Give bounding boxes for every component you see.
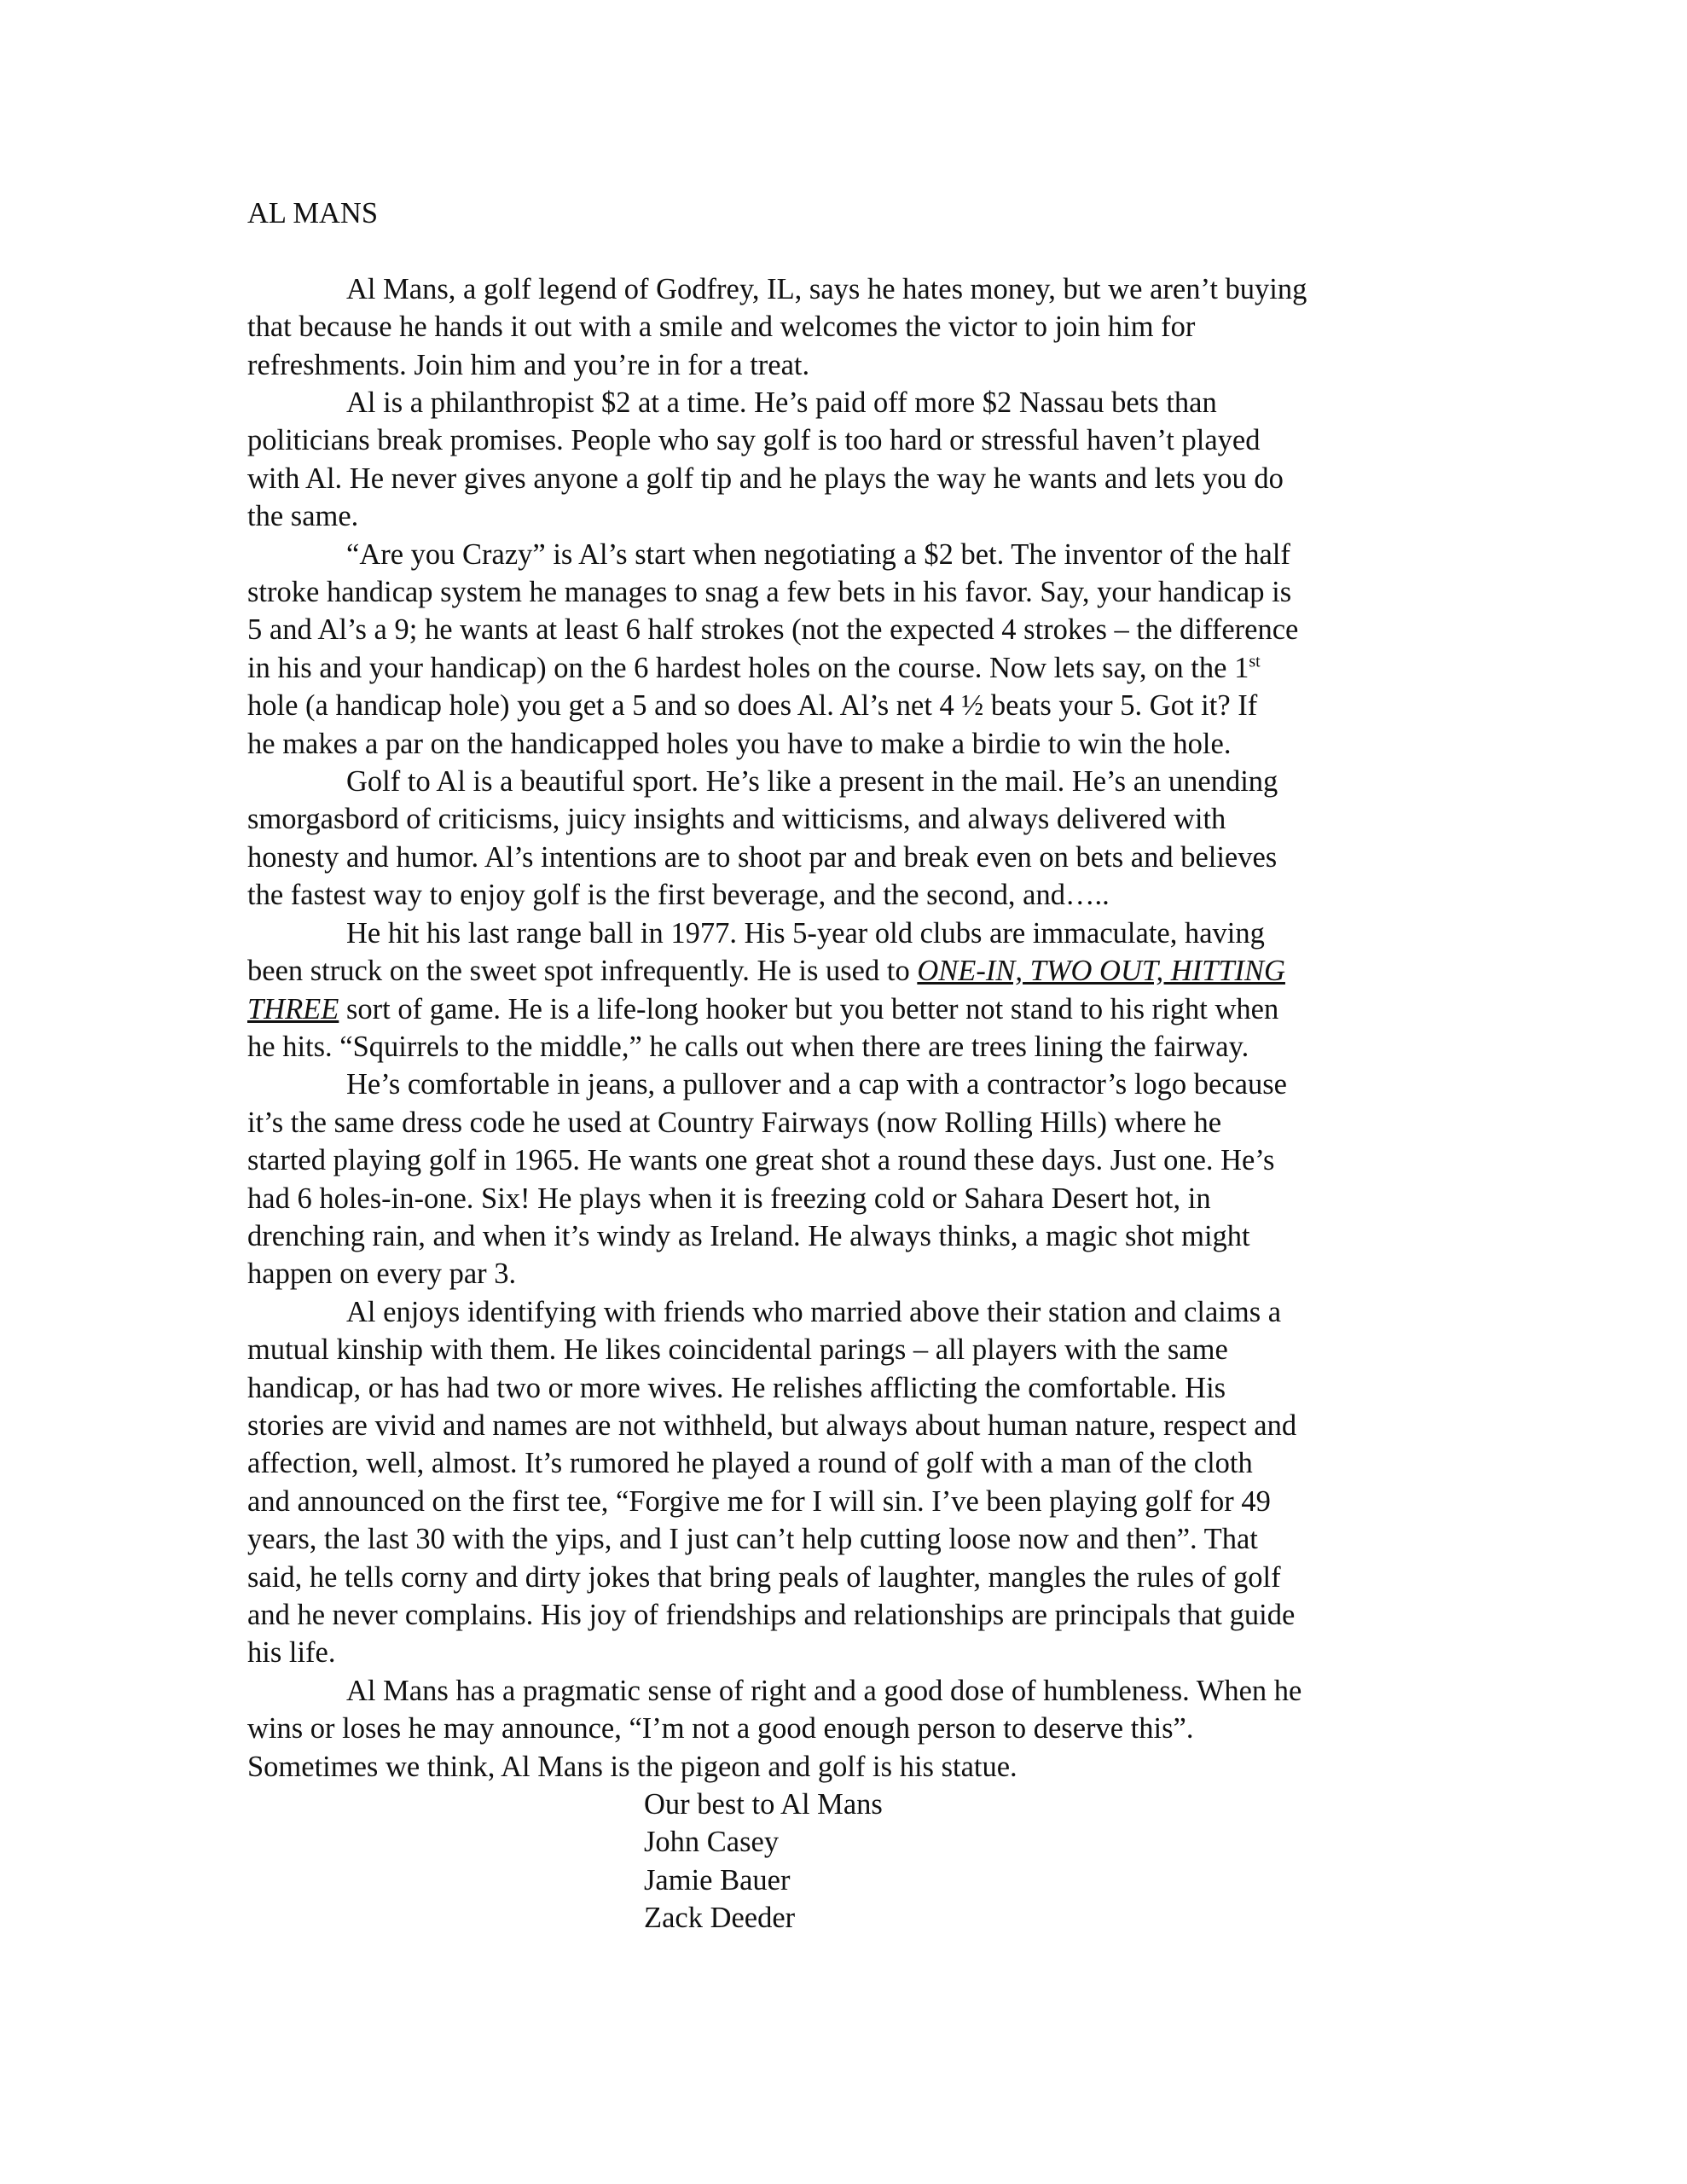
- text-line: smorgasbord of criticisms, juicy insights and witticisms, and always delivered with: [247, 803, 1226, 836]
- text-line: Al Mans has a pragmatic sense of right and a good dose of humbleness. When he: [346, 1674, 1302, 1707]
- paragraph-7: [247, 1293, 1441, 1672]
- text-line: said, he tells corny and dirty jokes that bring peals of laughter, mangles the rules of golf: [247, 1560, 1281, 1594]
- text-line: Al Mans, a golf legend of Godfrey, IL, says he hates money, but we aren’t buying: [346, 272, 1307, 305]
- text-line: [247, 990, 1441, 1028]
- text-line: his life.: [247, 1636, 336, 1670]
- signer-name: John Casey: [644, 1826, 780, 1859]
- text-line: happen on every par 3.: [247, 1258, 517, 1291]
- paragraph-5: [247, 915, 1441, 1066]
- text-line: with Al. He never gives anyone a golf tip and he plays the way he wants and lets you do: [247, 462, 1284, 495]
- text-line: hole (a handicap hole) you get a 5 and so does Al. Al’s net 4 ½ beats your 5. Got it? If: [247, 689, 1258, 723]
- text-line: stroke handicap system he manages to snag a few bets in his favor. Say, your handicap is: [247, 576, 1292, 609]
- document-body: [247, 195, 1441, 1937]
- emphasized-phrase: THREE: [247, 992, 339, 1025]
- text-line: Al enjoys identifying with friends who married above their station and claims a: [346, 1295, 1282, 1328]
- paragraph-3: [247, 536, 1441, 763]
- text-line: and announced on the first tee, “Forgive me for I will sin. I’ve been playing golf for 49: [247, 1484, 1271, 1518]
- text-line: affection, well, almost. It’s rumored he played a round of golf with a man of the cloth: [247, 1447, 1253, 1480]
- superscript: st: [1249, 652, 1261, 671]
- document-title: AL MANS: [247, 197, 379, 229]
- text-line: He’s comfortable in jeans, a pullover and a cap with a contractor’s logo because: [346, 1068, 1287, 1101]
- paragraph-4: [247, 763, 1441, 915]
- signoff-line: Our best to Al Mans: [644, 1788, 883, 1821]
- text-line: drenching rain, and when it’s windy as Ireland. He always thinks, a magic shot might: [247, 1219, 1250, 1252]
- signer-name: Jamie Bauer: [644, 1863, 791, 1896]
- text-line: [247, 952, 1441, 990]
- text-line: [247, 649, 1441, 687]
- text-line: that because he hands it out with a smile and welcomes the victor to join him for: [247, 311, 1196, 344]
- title-spacer: [247, 232, 1441, 270]
- text-line: handicap, or has had two or more wives. He relishes afflicting the comfortable. His: [247, 1371, 1226, 1404]
- text-line: had 6 holes-in-one. Six! He plays when it is freezing cold or Sahara Desert hot, in: [247, 1182, 1211, 1215]
- text-line: he makes a par on the handicapped holes you have to make a birdie to win the hole.: [247, 727, 1232, 760]
- text-line: honesty and humor. Al’s intentions are to shoot par and break even on bets and believes: [247, 840, 1278, 874]
- text-line: it’s the same dress code he used at Country Fairways (now Rolling Hills) where he: [247, 1106, 1222, 1139]
- text-line: politicians break promises. People who say golf is too hard or stressful haven’t played: [247, 424, 1261, 457]
- text-line: started playing golf in 1965. He wants one great shot a round these days. Just one. He’s: [247, 1144, 1275, 1177]
- text-line: wins or loses he may announce, “I’m not a good enough person to deserve this”.: [247, 1712, 1194, 1745]
- text-line: years, the last 30 with the yips, and I just can’t help cutting loose now and then”. That: [247, 1523, 1258, 1556]
- paragraph-6: [247, 1066, 1441, 1292]
- text-line: Sometimes we think, Al Mans is the pigeon and golf is his statue.: [247, 1750, 1017, 1783]
- text-line: Golf to Al is a beautiful sport. He’s like a present in the mail. He’s an unending: [346, 765, 1278, 799]
- text-line: “Are you Crazy” is Al’s start when negotiating a $2 bet. The inventor of the half: [346, 537, 1290, 571]
- text-line-segment: in his and your handicap) on the 6 hardest holes on the course. Now lets say, on the 1: [247, 651, 1249, 684]
- signoff-block: [247, 1786, 1441, 1937]
- text-line: stories are vivid and names are not withheld, but always about human nature, respect and: [247, 1409, 1297, 1442]
- text-line: He hit his last range ball in 1977. His 5-year old clubs are immaculate, having: [346, 916, 1265, 950]
- paragraph-8: [247, 1672, 1441, 1786]
- emphasized-phrase: ONE-IN, TWO OUT, HITTING: [917, 955, 1285, 988]
- text-line: the same.: [247, 500, 359, 533]
- text-line-segment: been struck on the sweet spot infrequently. He is used to: [247, 955, 918, 988]
- signer-name: Zack Deeder: [644, 1902, 796, 1935]
- text-line: mutual kinship with them. He likes coincidental parings – all players with the same: [247, 1333, 1228, 1367]
- paragraph-1: [247, 270, 1441, 384]
- text-line: and he never complains. His joy of friendships and relationships are principals that guide: [247, 1599, 1296, 1632]
- text-line: Al is a philanthropist $2 at a time. He’s paid off more $2 Nassau bets than: [346, 386, 1217, 420]
- text-line: 5 and Al’s a 9; he wants at least 6 half strokes (not the expected 4 strokes – the difference: [247, 613, 1299, 647]
- text-line: refreshments. Join him and you’re in for a treat.: [247, 348, 810, 381]
- paragraph-2: [247, 384, 1441, 536]
- text-line-segment: sort of game. He is a life-long hooker but you better not stand to his right when: [339, 992, 1279, 1025]
- text-line: the fastest way to enjoy golf is the first beverage, and the second, and…..: [247, 879, 1110, 912]
- text-line: he hits. “Squirrels to the middle,” he calls out when there are trees lining the fairway.: [247, 1030, 1249, 1063]
